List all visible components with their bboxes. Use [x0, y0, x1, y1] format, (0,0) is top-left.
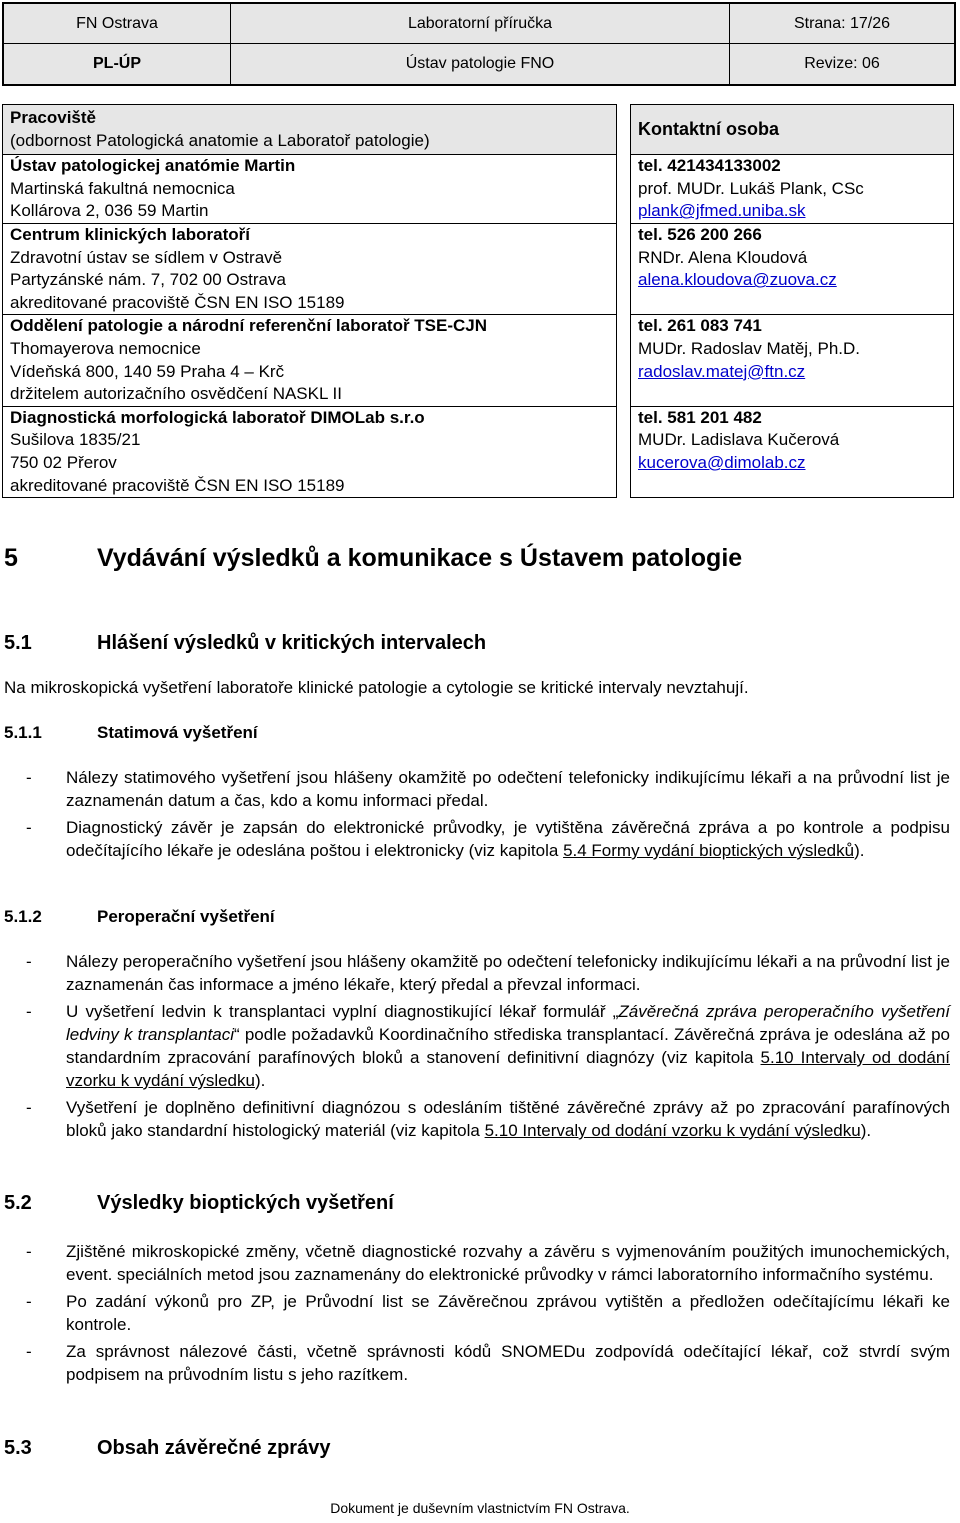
list-item — [4, 1290, 950, 1336]
list-item-text: ). — [860, 1121, 872, 1140]
list-item-text: ). — [254, 1071, 266, 1090]
workplace-line: 750 02 Přerov — [10, 452, 117, 472]
col-workplace-title: Pracoviště — [10, 108, 96, 127]
section-number: 5.1.2 — [4, 907, 42, 926]
col-contact-title: Kontaktní osoba — [631, 105, 954, 155]
section-5-1-2-list — [4, 950, 950, 1146]
bullet-dash: - — [26, 818, 32, 837]
contact-tel: tel. 526 200 266 — [638, 224, 762, 244]
contact-email-link[interactable]: alena.kloudova@zuova.cz — [638, 270, 837, 290]
workplace-line: Sušilova 1835/21 — [10, 430, 141, 450]
list-item-text: Nálezy peroperačního vyšetření jsou hlášeny okamžitě po odečtení telefonicky indikujícímu lékaři a na průvodní list je zaznamenán čas informace a jméno lékaře, který předal a převzal informaci. — [66, 952, 950, 994]
section-5-2-heading — [4, 1192, 394, 1215]
workplace-line: držitelem autorizačního osvědčení NASKL II — [10, 384, 342, 404]
contact-tel: tel. 581 201 482 — [638, 407, 762, 427]
header-page: Strana: 17/26 — [730, 4, 955, 44]
chapter-link[interactable]: 5.10 Intervaly od dodání vzorku k vydání výsledku — [66, 1048, 950, 1090]
header-org: FN Ostrava — [4, 4, 231, 44]
page-footer: Dokument je duševním vlastnictvím FN Ostrava. — [330, 1500, 630, 1516]
section-title: Peroperační vyšetření — [97, 907, 275, 926]
section-5-1-1-heading — [4, 723, 258, 743]
list-item — [4, 1096, 950, 1142]
section-5-3-heading — [4, 1437, 330, 1460]
list-item — [4, 950, 950, 996]
chapter-link[interactable]: 5.4 Formy vydání bioptických výsledků — [563, 841, 855, 860]
list-item-text: ). — [854, 841, 865, 860]
workplace-line: akreditované pracoviště ČSN EN ISO 15189 — [10, 292, 345, 312]
section-number: 5.1.1 — [4, 723, 42, 742]
workplace-line: Kollárova 2, 036 59 Martin — [10, 201, 209, 221]
list-item — [4, 1340, 950, 1386]
contact-person: RNDr. Alena Kloudová — [638, 247, 808, 267]
workplace-line: Thomayerova nemocnice — [10, 338, 201, 358]
bullet-dash: - — [26, 1342, 32, 1361]
document-header — [2, 2, 956, 86]
form-name: Závěrečná zpráva peroperačního vyšetření ledviny k transplantaci — [66, 1002, 950, 1044]
section-5-heading — [4, 544, 742, 573]
table-row — [3, 155, 954, 224]
list-item — [4, 766, 950, 812]
list-item — [4, 1000, 950, 1092]
list-item-text: Diagnostický závěr je zapsán do elektronické průvodky, je vytištěna závěrečná zpráva a po kontrole a podpisu odečítajícího lékaře je odeslána poštou i elektronicky (viz kapitola — [66, 818, 950, 860]
contact-email-link[interactable]: plank@jfmed.uniba.sk — [638, 201, 806, 221]
list-item-text: Po zadání výkonů pro ZP, je Průvodní list se Závěrečnou zprávou vytištěn a předložen odečítajícímu lékaři ke kontrole. — [66, 1292, 950, 1334]
header-code: PL-ÚP — [4, 44, 231, 85]
workplace-line: Partyzánské nám. 7, 702 00 Ostrava — [10, 270, 286, 290]
contact-person: prof. MUDr. Lukáš Plank, CSc — [638, 178, 864, 198]
bullet-dash: - — [26, 1292, 32, 1311]
header-revision: Revize: 06 — [730, 44, 955, 85]
section-title: Výsledky bioptických vyšetření — [97, 1192, 394, 1214]
list-item-text: Nálezy statimového vyšetření jsou hlášeny okamžitě po odečtení telefonicky indikujícímu lékaři a na průvodní list je zaznamenán datum a čas, kdo a komu informaci předal. — [66, 768, 950, 810]
section-title: Statimová vyšetření — [97, 723, 258, 742]
contact-email-link[interactable]: kucerova@dimolab.cz — [638, 452, 806, 472]
list-item-text: Za správnost nálezové části, včetně správnosti kódů SNOMEDu zodpovídá odečítající lékař, což stvrdí svým podpisem na průvodním listu s jeho razítkem. — [66, 1342, 950, 1384]
workplace-line: Martinská fakultná nemocnica — [10, 178, 235, 198]
workplace-line: Vídeňská 800, 140 59 Praha 4 – Krč — [10, 361, 285, 381]
list-item-text: Zjištěné mikroskopické změny, včetně diagnostické rozvahy a závěru s vyjmenováním použitých imunochemických, event. speciálních metod jsou zaznamenány do elektronické průvodky v rámci laboratorního informačního systému. — [66, 1242, 950, 1284]
workplace-line: Zdravotní ústav se sídlem v Ostravě — [10, 247, 283, 267]
bullet-dash: - — [26, 1242, 32, 1261]
section-5-1-1-list — [4, 766, 950, 866]
bullet-dash: - — [26, 1002, 32, 1021]
contact-person: MUDr. Ladislava Kučerová — [638, 430, 840, 450]
section-5-1-heading — [4, 632, 486, 655]
contact-tel: tel. 261 083 741 — [638, 316, 762, 336]
list-item-text: Vyšetření je doplněno definitivní diagnózou s odesláním tištěné závěrečné zprávy až po zpracování parafínových bloků jako standardní histologický materiál (viz kapitola — [66, 1098, 950, 1140]
contact-email-link[interactable]: radoslav.matej@ftn.cz — [638, 361, 806, 381]
section-title: Vydávání výsledků a komunikace s Ústavem patologie — [97, 544, 743, 572]
list-item-text: U vyšetření ledvin k transplantaci vyplní diagnostikující lékař formulář „ — [66, 1002, 619, 1021]
section-number: 5.3 — [4, 1437, 32, 1459]
header-title: Laboratorní příručka — [231, 4, 730, 44]
contacts-table — [2, 104, 954, 498]
list-item — [4, 816, 950, 862]
bullet-dash: - — [26, 768, 32, 787]
bullet-dash: - — [26, 952, 32, 971]
col-workplace-subtitle: (odbornost Patologická anatomie a Laboratoř patologie) — [10, 130, 430, 150]
section-title: Hlášení výsledků v kritických intervalech — [97, 632, 487, 654]
workplace-name: Ústav patologickej anatómie Martin — [10, 156, 296, 176]
workplace-line: akreditované pracoviště ČSN EN ISO 15189 — [10, 475, 345, 495]
contact-tel: tel. 421434133002 — [638, 156, 781, 176]
workplace-name: Centrum klinických laboratoří — [10, 224, 250, 244]
table-row — [3, 223, 954, 314]
section-5-2-list — [4, 1240, 950, 1390]
section-5-1-text: Na mikroskopická vyšetření laboratoře klinické patologie a cytologie se kritické intervaly nevztahují. — [4, 678, 749, 697]
table-row — [3, 315, 954, 406]
section-5-1-2-heading — [4, 907, 275, 927]
section-number: 5.1 — [4, 632, 32, 654]
table-row — [3, 406, 954, 497]
contact-person: MUDr. Radoslav Matěj, Ph.D. — [638, 338, 861, 358]
section-number: 5.2 — [4, 1192, 32, 1214]
workplace-name: Diagnostická morfologická laboratoř DIMOLab s.r.o — [10, 407, 425, 427]
contacts-table-header — [3, 105, 954, 155]
header-subtitle: Ústav patologie FNO — [231, 44, 730, 85]
list-item — [4, 1240, 950, 1286]
section-title: Obsah závěrečné zprávy — [97, 1437, 331, 1459]
list-item-text: “ podle požadavků Koordinačního střediska transplantací. Závěrečná zpráva je odeslána až po standardním zpracování parafínových bloků a stanovení definitivní diagnózy (viz kapitola — [66, 1025, 950, 1067]
workplace-name: Oddělení patologie a národní referenční laboratoř TSE-CJN — [10, 316, 488, 336]
bullet-dash: - — [26, 1098, 32, 1117]
section-number: 5 — [4, 544, 18, 572]
chapter-link[interactable]: 5.10 Intervaly od dodání vzorku k vydání výsledku — [484, 1121, 861, 1140]
